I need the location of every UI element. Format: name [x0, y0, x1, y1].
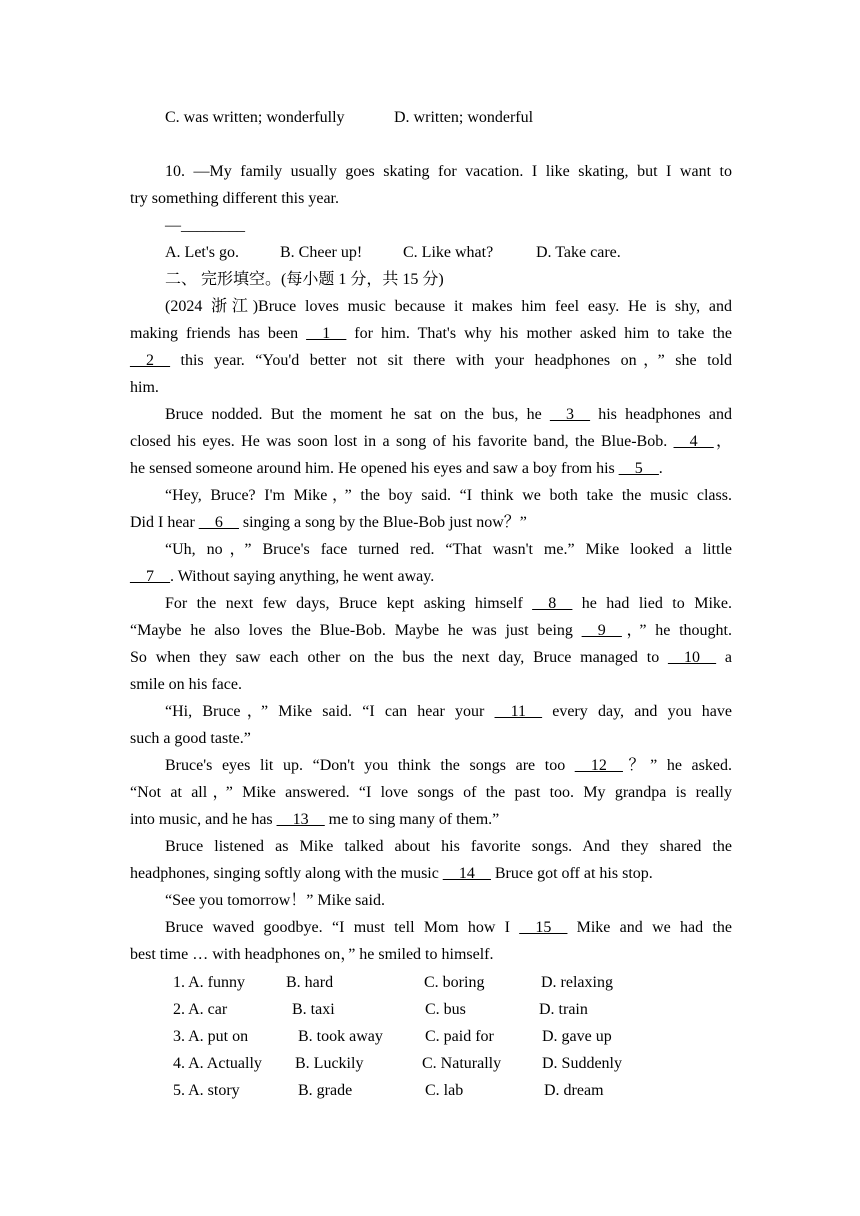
passage-line	[165, 594, 732, 614]
passage-line	[130, 432, 732, 452]
blank-4: __4__	[673, 433, 714, 450]
passage-line	[130, 351, 732, 371]
passage-line: “Uh, no，” Bruce's face turned red. “That wasn't me.” Mike looked a little	[165, 541, 732, 558]
passage-text: ，	[713, 433, 732, 450]
q10-line-1: 10. —My family usually goes skating for vacation. I like skating, but I want to	[165, 163, 732, 180]
passage-line	[165, 405, 732, 425]
passage-line	[130, 459, 732, 479]
option-1b: B. hard	[286, 974, 334, 991]
option-3a: 3. A. put on	[173, 1028, 249, 1045]
option-3d: D. gave up	[542, 1028, 612, 1045]
passage-text: . Without saying anything, he went away.	[170, 568, 435, 585]
passage-line	[130, 567, 732, 587]
passage-text: Bruce got off at his stop.	[490, 865, 653, 882]
passage-text: making friends has been	[130, 325, 307, 342]
passage-text: “Hi, Bruce，” Mike said. “I can hear your	[165, 703, 495, 720]
blank-2: __2__	[130, 352, 170, 369]
blank-6: __6__	[198, 514, 239, 531]
passage-line	[165, 702, 732, 722]
passage-text: a	[716, 649, 732, 666]
blank-5: __5__	[618, 460, 659, 477]
blank-9: __9__	[581, 622, 622, 639]
passage-line	[165, 918, 732, 938]
q9-option-c: C. was written; wonderfully	[165, 109, 345, 126]
option-2d: D. train	[539, 1001, 588, 1018]
passage-line	[130, 810, 732, 830]
passage-text: his headphones and	[589, 406, 732, 423]
passage-text: So when they saw each other on the bus the next day, Bruce managed to	[130, 649, 669, 666]
blank-10: __10__	[668, 649, 717, 666]
passage-line	[130, 324, 732, 344]
passage-text: he sensed someone around him. He opened his eyes and saw a boy from his	[130, 460, 619, 477]
option-5d: D. dream	[544, 1082, 604, 1099]
blank-12: __12__	[574, 757, 623, 774]
option-2c: C. bus	[425, 1001, 466, 1018]
option-2a: 2. A. car	[173, 1001, 228, 1018]
passage-line	[130, 621, 732, 641]
passage-text: for him. That's why his mother asked him to take the	[346, 325, 733, 342]
passage-text: me to sing many of them.”	[324, 811, 500, 828]
q9-option-d: D. written; wonderful	[394, 109, 534, 126]
passage-line: “Hey, Bruce? I'm Mike，” the boy said. “I think we both take the music class.	[165, 487, 732, 504]
blank-7: __7__	[130, 568, 170, 585]
option-3c: C. paid for	[425, 1028, 494, 1045]
option-3b: B. took away	[298, 1028, 383, 1045]
q10-option-d: D. Take care.	[536, 244, 621, 261]
q10-option-c: C. Like what?	[403, 244, 494, 261]
option-4a: 4. A. Actually	[173, 1055, 262, 1072]
passage-text: this year. “You'd better not sit there with your headphones on，” she told	[170, 352, 732, 369]
option-1a: 1. A. funny	[173, 974, 245, 991]
passage-text: singing a song by the Blue-Bob just now？”	[238, 514, 527, 531]
blank-8: __8__	[532, 595, 573, 612]
passage-line: him.	[130, 379, 159, 396]
passage-line	[130, 864, 732, 884]
blank-3: __3__	[549, 406, 590, 423]
option-5b: B. grade	[298, 1082, 353, 1099]
passage-text: Mike and we had the	[567, 919, 732, 936]
passage-text: headphones, singing softly along with the music	[130, 865, 443, 882]
passage-line: “See you tomorrow！” Mike said.	[165, 892, 385, 909]
passage-text: ，” he thought.	[621, 622, 732, 639]
passage-line: such a good taste.”	[130, 730, 251, 747]
blank-13: __13__	[276, 811, 325, 828]
passage-text: every day, and you have	[542, 703, 732, 720]
option-4c: C. Naturally	[422, 1055, 502, 1072]
q10-answer-blank: —________	[165, 217, 245, 234]
option-5c: C. lab	[425, 1082, 464, 1099]
passage-text: Bruce's eyes lit up. “Don't you think the songs are too	[165, 757, 575, 774]
blank-14: __14__	[442, 865, 491, 882]
passage-text: ？” he asked.	[622, 757, 732, 774]
q10-line-2: try something different this year.	[130, 190, 339, 207]
option-4d: D. Suddenly	[542, 1055, 622, 1072]
passage-line: (2024 浙江)Bruce loves music because it makes him feel easy. He is shy, and	[165, 298, 732, 315]
passage-line	[130, 648, 732, 668]
passage-line: smile on his face.	[130, 676, 242, 693]
option-4b: B. Luckily	[295, 1055, 364, 1072]
passage-text: For the next few days, Bruce kept asking himself	[165, 595, 533, 612]
passage-line	[130, 513, 732, 533]
blank-1: __1__	[306, 325, 347, 342]
passage-text: he had lied to Mike.	[572, 595, 732, 612]
q10-option-b: B. Cheer up!	[280, 244, 363, 261]
q10-option-a: A. Let's go.	[165, 244, 239, 261]
option-1d: D. relaxing	[541, 974, 613, 991]
passage-line: best time … with headphones on，” he smiled to himself.	[130, 946, 494, 963]
option-1c: C. boring	[424, 974, 485, 991]
option-2b: B. taxi	[292, 1001, 335, 1018]
section-title: 二、 完形填空。(每小题 1 分，共 15 分)	[165, 271, 444, 288]
passage-text: Did I hear	[130, 514, 199, 531]
passage-text: into music, and he has	[130, 811, 277, 828]
passage-text: Bruce waved goodbye. “I must tell Mom how I	[165, 919, 520, 936]
passage-line: Bruce listened as Mike talked about his favorite songs. And they shared the	[165, 838, 732, 855]
passage-line	[165, 756, 732, 776]
blank-15: __15__	[519, 919, 568, 936]
passage-line: “Not at all，” Mike answered. “I love songs of the past too. My grandpa is really	[130, 784, 732, 801]
blank-11: __11__	[494, 703, 543, 720]
passage-text: closed his eyes. He was soon lost in a song of his favorite band, the Blue-Bob.	[130, 433, 674, 450]
option-5a: 5. A. story	[173, 1082, 240, 1099]
passage-text: Bruce nodded. But the moment he sat on the bus, he	[165, 406, 550, 423]
passage-text: “Maybe he also loves the Blue-Bob. Maybe he was just being	[130, 622, 582, 639]
passage-text: .	[658, 460, 663, 477]
